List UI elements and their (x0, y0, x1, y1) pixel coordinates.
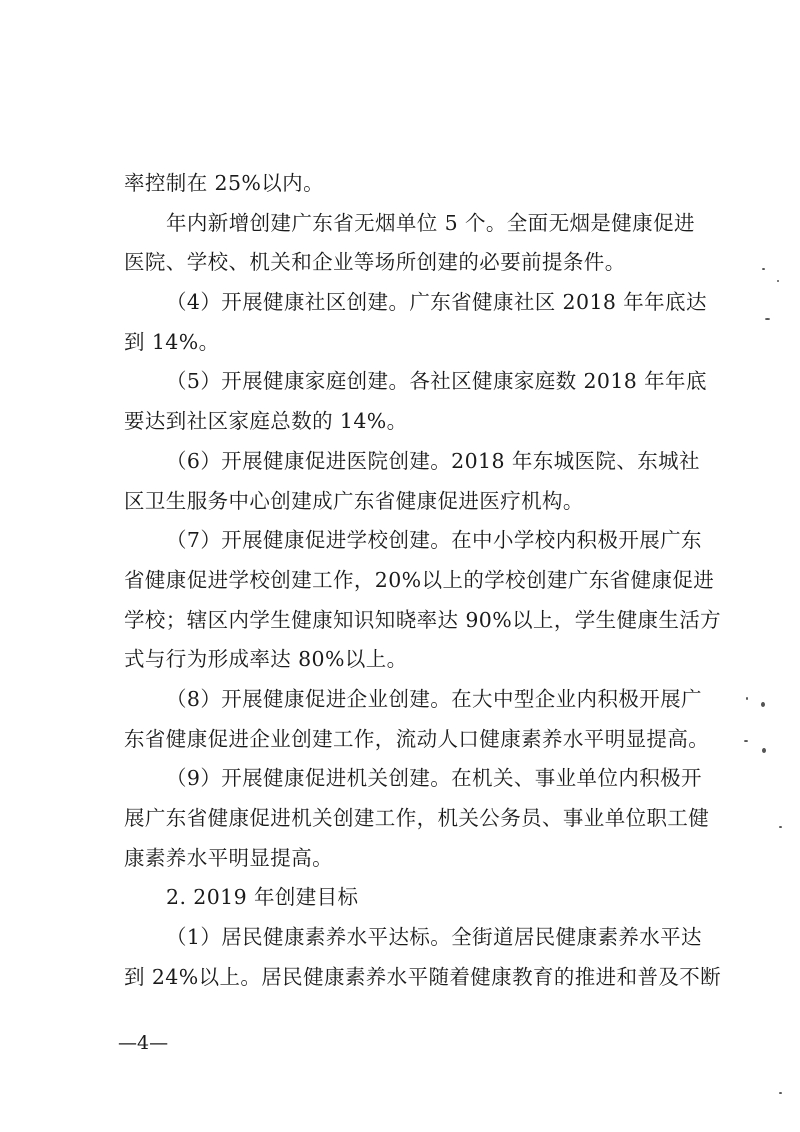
section-heading: 2. 2019 年创建目标 (166, 885, 359, 910)
page-number: —4— (118, 1032, 169, 1054)
text-line: 东省健康促进企业创建工作，流动人口健康素养水平明显提高。 (124, 726, 710, 751)
scan-speck (746, 697, 748, 700)
scan-speck (762, 268, 765, 270)
text-line: （6）开展健康促进医院创建。2018 年东城医院、东城社 (166, 448, 700, 473)
text-line: （5）开展健康家庭创建。各社区健康家庭数 2018 年年底 (166, 369, 707, 394)
text-line: （1）居民健康素养水平达标。全街道居民健康素养水平达 (166, 925, 702, 950)
text-line: （8）开展健康促进企业创建。在大中型企业内积极开展广 (166, 686, 702, 711)
text-line: 率控制在 25%以内。 (124, 171, 324, 195)
text-line: 区卫生服务中心创建成广东省健康促进医疗机构。 (124, 488, 584, 513)
text-line: 到 24%以上。居民健康素养水平随着健康教育的推进和普及不断 (124, 964, 722, 989)
text-line: 学校；辖区内学生健康知识知晓率达 90%以上，学生健康生活方 (124, 607, 722, 632)
scan-speck (762, 748, 766, 753)
text-line: 展广东省健康促进机关创建工作，机关公务员、事业单位职工健 (124, 806, 710, 830)
text-line: 式与行为形成率达 80%以上。 (124, 647, 408, 672)
text-line: 年内新增创建广东省无烟单位 5 个。全面无烟是健康促进 (166, 210, 695, 235)
text-line: （4）开展健康社区创建。广东省健康社区 2018 年年底达 (166, 290, 707, 315)
text-line: （9）开展健康促进机关创建。在机关、事业单位内积极开 (166, 766, 702, 791)
scan-speck (744, 740, 748, 742)
scan-speck (761, 702, 765, 707)
text-line: 到 14%。 (124, 329, 220, 354)
text-line: 医院、学校、机关和企业等场所创建的必要前提条件。 (124, 250, 626, 275)
text-line: 要达到社区家庭总数的 14%。 (124, 409, 408, 434)
text-line: 省健康促进学校创建工作，20%以上的学校创建广东省健康促进 (124, 567, 715, 592)
scan-speck (779, 826, 782, 828)
scan-speck (777, 280, 779, 282)
text-line: （7）开展健康促进学校创建。在中小学校内积极开展广东 (166, 528, 702, 553)
scan-speck (779, 1092, 782, 1094)
text-line: 康素养水平明显提高。 (124, 845, 333, 870)
scan-speck (765, 318, 770, 320)
body-text (124, 164, 722, 997)
